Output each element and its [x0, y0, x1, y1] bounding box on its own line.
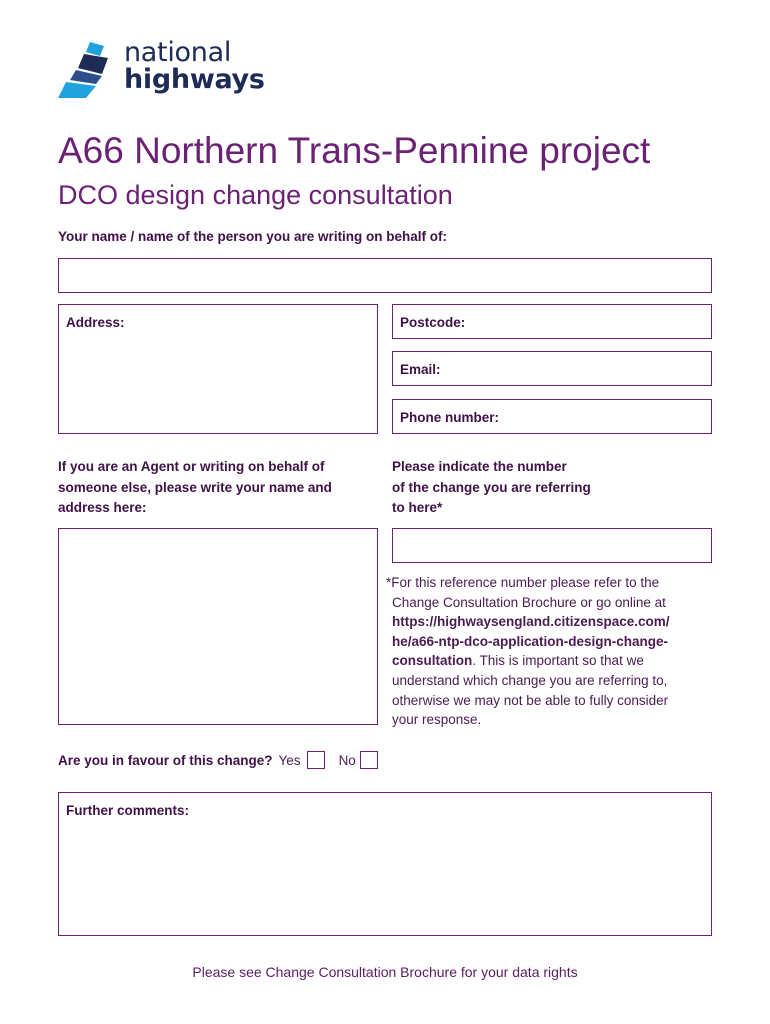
name-field[interactable] [58, 258, 712, 293]
further-comments-label: Further comments: [66, 803, 190, 818]
yes-checkbox[interactable] [307, 751, 325, 769]
address-label: Address: [66, 315, 125, 330]
change-number-field[interactable] [392, 528, 712, 563]
phone-label: Phone number: [400, 410, 500, 425]
agent-label: If you are an Agent or writing on behalf of someone else, please write your name and address here: [58, 459, 332, 515]
address-field[interactable] [58, 304, 378, 434]
reference-note: *For this reference number please refer to the Change Consultation Brochure or go online at https://highwaysengland.citizenspace.com/ he/a66-ntp-dco-application-design-change- consultation. This is important so that we understand which change you are referring to, otherwise we may not be able to fully consider your response. [386, 575, 670, 728]
name-label: Your name / name of the person you are writing on behalf of: [58, 229, 448, 244]
no-checkbox[interactable] [360, 751, 378, 769]
favour-question: Are you in favour of this change? [58, 752, 273, 768]
no-label: No [338, 752, 356, 768]
phone-field[interactable] [392, 399, 712, 434]
consultation-link[interactable]: https://highwaysengland.citizenspace.com/ [392, 614, 670, 630]
change-number-label: Please indicate the number of the change you are referring to here* [392, 459, 591, 515]
national-highways-logo [56, 37, 286, 102]
logo-word-national: national [124, 37, 232, 68]
logo-mark-icon [56, 40, 120, 102]
data-rights-footer: Please see Change Consultation Brochure for your data rights [192, 964, 578, 980]
page-subtitle: DCO design change consultation [58, 180, 453, 210]
page-title: A66 Northern Trans-Pennine project [58, 130, 651, 171]
favour-question-row [58, 751, 378, 769]
email-field[interactable] [392, 351, 712, 386]
email-label: Email: [400, 362, 441, 377]
postcode-label: Postcode: [400, 315, 466, 330]
yes-label: Yes [278, 752, 301, 768]
agent-details-field[interactable] [58, 528, 378, 725]
logo-word-highways: highways [124, 64, 265, 95]
postcode-field[interactable] [392, 304, 712, 339]
further-comments-field[interactable] [58, 792, 712, 936]
